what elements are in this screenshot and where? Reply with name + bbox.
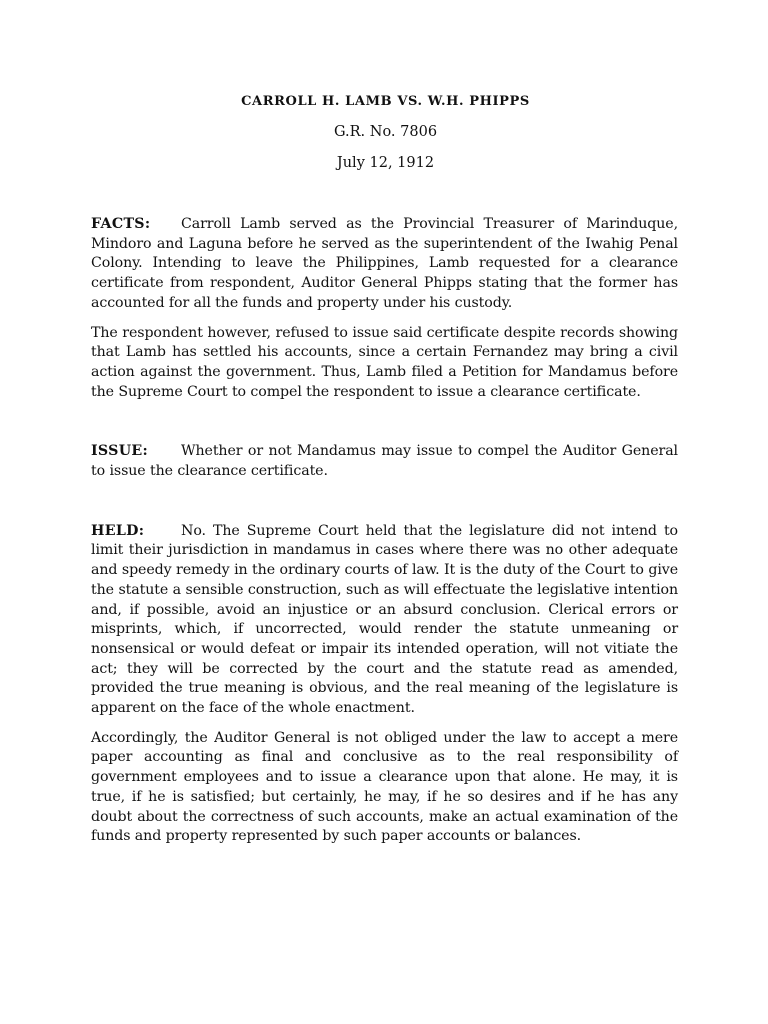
facts-paragraph — [91, 215, 678, 314]
case-date: July 12, 1912 — [336, 155, 435, 171]
issue-paragraph — [91, 442, 678, 481]
held-label: HELD: — [91, 522, 145, 539]
case-header — [93, 92, 678, 173]
facts-text: Carroll Lamb served as the Provincial Treasurer of Marinduque, Mindoro and Laguna before he served as the superintendent of the Iwahig Penal Colony. Intending to leave the Philippines, Lamb requested for a clearance certificate from respondent, Auditor General Phipps stating that the former has accounted for all the funds and property under his custody. — [91, 216, 678, 311]
held-paragraph-2: Accordingly, the Auditor General is not obliged under the law to accept a mere paper accounting as final and conclusive as to the real responsibility of government employees and to issue a clearance upon that alone. He may, it is true, if he is satisfied; but certainly, he may, if he so desires and if he has any doubt about the correctness of such accounts, make an actual examination of the funds and property represented by such paper accounts or balances. — [91, 729, 678, 845]
case-title: CARROLL H. LAMB VS. W.H. PHIPPS — [241, 94, 530, 109]
facts-paragraph-2: The respondent however, refused to issue said certificate despite records showing that Lamb has settled his accounts, since a certain Fernandez may bring a civil action against the government. Thus, Lamb filed a Petition for Mandamus before the Supreme Court to compel the respondent to issue a clearance certificate. — [91, 324, 678, 400]
issue-text: Whether or not Mandamus may issue to compel the Auditor General to issue the clearance certificate. — [91, 443, 678, 480]
facts-label: FACTS: — [91, 216, 151, 232]
issue-label: ISSUE: — [91, 443, 149, 460]
held-paragraph — [91, 522, 678, 719]
held-text: No. The Supreme Court held that the legislature did not intend to limit their jurisdiction in mandamus in cases where there was no other adequate and speedy remedy in the ordinary courts of law. It is the duty of the Court to give the statute a sensible construction, such as will effectuate the legislative intention and, if possible, avoid an injustice or an absurd conclusion. Clerical errors or misprints, which, if uncorrected, would render the statute unmeaning or nonsensical or would defeat or impair its intended operation, will not vitiate the act; they will be corrected by the court and the statute read as amended, provided the true meaning is obvious, and the real meaning of the legislature is apparent on the face of the whole enactment. — [91, 522, 678, 717]
case-gr-number: G.R. No. 7806 — [333, 124, 438, 140]
document-page — [91, 92, 678, 847]
